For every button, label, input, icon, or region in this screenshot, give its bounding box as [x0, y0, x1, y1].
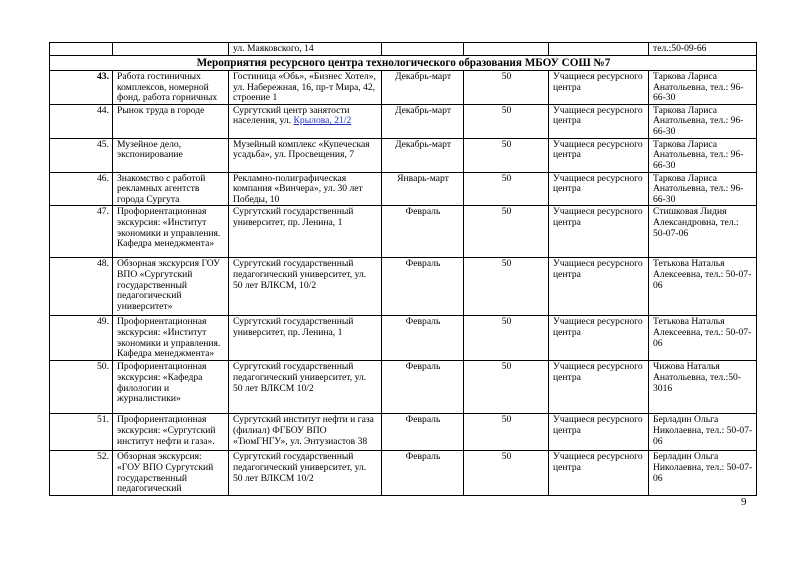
table-row	[50, 172, 757, 206]
cell-period: Февраль	[382, 451, 464, 495]
cell-num: 51.	[50, 414, 113, 451]
cell-count: 50	[464, 206, 549, 258]
cell-responsible: Берладин Ольга Николаевна, тел.: 50-07-06	[649, 414, 757, 451]
cell-participants: Учащиеся ресурсного центра	[549, 172, 649, 206]
cell-responsible: Тетькова Наталья Алексеевна, тел.: 50-07-06	[649, 258, 757, 316]
page-number: 9	[741, 496, 747, 508]
cell-count: 50	[464, 138, 549, 172]
cell-place: Сургутский государственный педагогический университет, ул. 50 лет ВЛКСМ 10/2	[229, 451, 382, 495]
cell-event: Профориентационная экскурсия: «Институт экономики и управления. Кафедра менеджмента»	[113, 316, 229, 361]
cell-count	[464, 43, 549, 56]
table-row	[50, 138, 757, 172]
cell-responsible: Таркова Лариса Анатольевна, тел.: 96-66-30	[649, 172, 757, 206]
address-link[interactable]: Крылова, 21/2	[293, 115, 352, 127]
cell-place: Сургутский государственный педагогический университет, ул. 50 лет ВЛКСМ 10/2	[229, 361, 382, 414]
table-row-continued	[50, 43, 757, 56]
cell-event	[113, 43, 229, 56]
cell-responsible: Таркова Лариса Анатольевна, тел.: 96-66-30	[649, 71, 757, 105]
cell-responsible: тел.:50-09-66	[649, 43, 757, 56]
cell-count: 50	[464, 104, 549, 138]
table-row	[50, 451, 757, 495]
cell-responsible: Чижова Наталья Анатольевна, тел.:50-3016	[649, 361, 757, 414]
cell-participants: Учащиеся ресурсного центра	[549, 206, 649, 258]
table-row	[50, 104, 757, 138]
cell-participants: Учащиеся ресурсного центра	[549, 316, 649, 361]
cell-place	[229, 104, 382, 138]
cell-period: Февраль	[382, 361, 464, 414]
cell-num: 43.	[50, 71, 113, 105]
cell-period: Февраль	[382, 316, 464, 361]
table-row	[50, 361, 757, 414]
cell-event: Профориентационная экскурсия: «Сургутский институт нефти и газа».	[113, 414, 229, 451]
cell-place: Сургутский государственный университет, пр. Ленина, 1	[229, 206, 382, 258]
table-row	[50, 258, 757, 316]
cell-num: 49.	[50, 316, 113, 361]
cell-participants: Учащиеся ресурсного центра	[549, 71, 649, 105]
cell-count: 50	[464, 258, 549, 316]
table-row	[50, 206, 757, 258]
cell-num: 46.	[50, 172, 113, 206]
cell-place: Сургутский институт нефти и газа (филиал) ФГБОУ ВПО «ТюмГНГУ», ул. Энтузиастов 38	[229, 414, 382, 451]
cell-place: Рекламно-полиграфическая компания «Винчера», ул. 30 лет Победы, 10	[229, 172, 382, 206]
cell-participants: Учащиеся ресурсного центра	[549, 451, 649, 495]
cell-num: 52.	[50, 451, 113, 495]
cell-event: Рынок труда в городе	[113, 104, 229, 138]
cell-period: Декабрь-март	[382, 71, 464, 105]
cell-place: Сургутский государственный педагогический университет, ул. 50 лет ВЛКСМ, 10/2	[229, 258, 382, 316]
cell-period: Декабрь-март	[382, 104, 464, 138]
cell-responsible: Таркова Лариса Анатольевна, тел.: 96-66-30	[649, 138, 757, 172]
cell-num: 44.	[50, 104, 113, 138]
cell-event: Обзорная экскурсия: «ГОУ ВПО Сургутский государственный педагогический	[113, 451, 229, 495]
cell-num: 47.	[50, 206, 113, 258]
cell-period	[382, 43, 464, 56]
cell-responsible: Тетькова Наталья Алексеевна, тел.: 50-07-06	[649, 316, 757, 361]
cell-num	[50, 43, 113, 56]
table-row	[50, 414, 757, 451]
cell-responsible: Стишковая Лидия Александровна, тел.: 50-07-06	[649, 206, 757, 258]
cell-participants: Учащиеся ресурсного центра	[549, 258, 649, 316]
section-header-row	[50, 56, 757, 71]
cell-responsible: Берладин Ольга Николаевна, тел.: 50-07-06	[649, 451, 757, 495]
cell-num: 45.	[50, 138, 113, 172]
cell-place: ул. Маяковского, 14	[229, 43, 382, 56]
cell-period: Декабрь-март	[382, 138, 464, 172]
cell-participants: Учащиеся ресурсного центра	[549, 138, 649, 172]
place-text: Сургутский центр занятости населения, ул.	[233, 104, 350, 127]
table-row	[50, 316, 757, 361]
section-title: Мероприятия ресурсного центра технологического образования МБОУ СОШ №7	[50, 56, 757, 71]
cell-participants: Учащиеся ресурсного центра	[549, 104, 649, 138]
cell-event: Профориентационная экскурсия: «Кафедра филологии и журналистики»	[113, 361, 229, 414]
cell-num: 48.	[50, 258, 113, 316]
events-table	[49, 42, 757, 496]
cell-place: Сургутский государственный университет, пр. Ленина, 1	[229, 316, 382, 361]
cell-place: Гостиница «Обь», «Бизнес Хотел», ул. Набережная, 16, пр-т Мира, 42, строение 1	[229, 71, 382, 105]
cell-responsible: Таркова Лариса Анатольевна, тел.: 96-66-30	[649, 104, 757, 138]
cell-period: Февраль	[382, 206, 464, 258]
cell-period: Февраль	[382, 414, 464, 451]
cell-count: 50	[464, 172, 549, 206]
cell-period: Январь-март	[382, 172, 464, 206]
cell-period: Февраль	[382, 258, 464, 316]
cell-count: 50	[464, 71, 549, 105]
cell-participants	[549, 43, 649, 56]
cell-place: Музейный комплекс «Купеческая усадьба», ул. Просвещения, 7	[229, 138, 382, 172]
cell-participants: Учащиеся ресурсного центра	[549, 414, 649, 451]
cell-event: Знакомство с работой рекламных агентств города Сургута	[113, 172, 229, 206]
cell-count: 50	[464, 316, 549, 361]
cell-count: 50	[464, 414, 549, 451]
cell-event: Обзорная экскурсия ГОУ ВПО «Сургутский государственный педагогический университет»	[113, 258, 229, 316]
cell-num: 50.	[50, 361, 113, 414]
cell-count: 50	[464, 361, 549, 414]
cell-event: Музейное дело, экспонирование	[113, 138, 229, 172]
cell-participants: Учащиеся ресурсного центра	[549, 361, 649, 414]
cell-event: Работа гостиничных комплексов, номерной фонд, работа горничных	[113, 71, 229, 105]
cell-event: Профориентационная экскурсия: «Институт экономики и управления. Кафедра менеджмента»	[113, 206, 229, 258]
table-row	[50, 71, 757, 105]
cell-count: 50	[464, 451, 549, 495]
